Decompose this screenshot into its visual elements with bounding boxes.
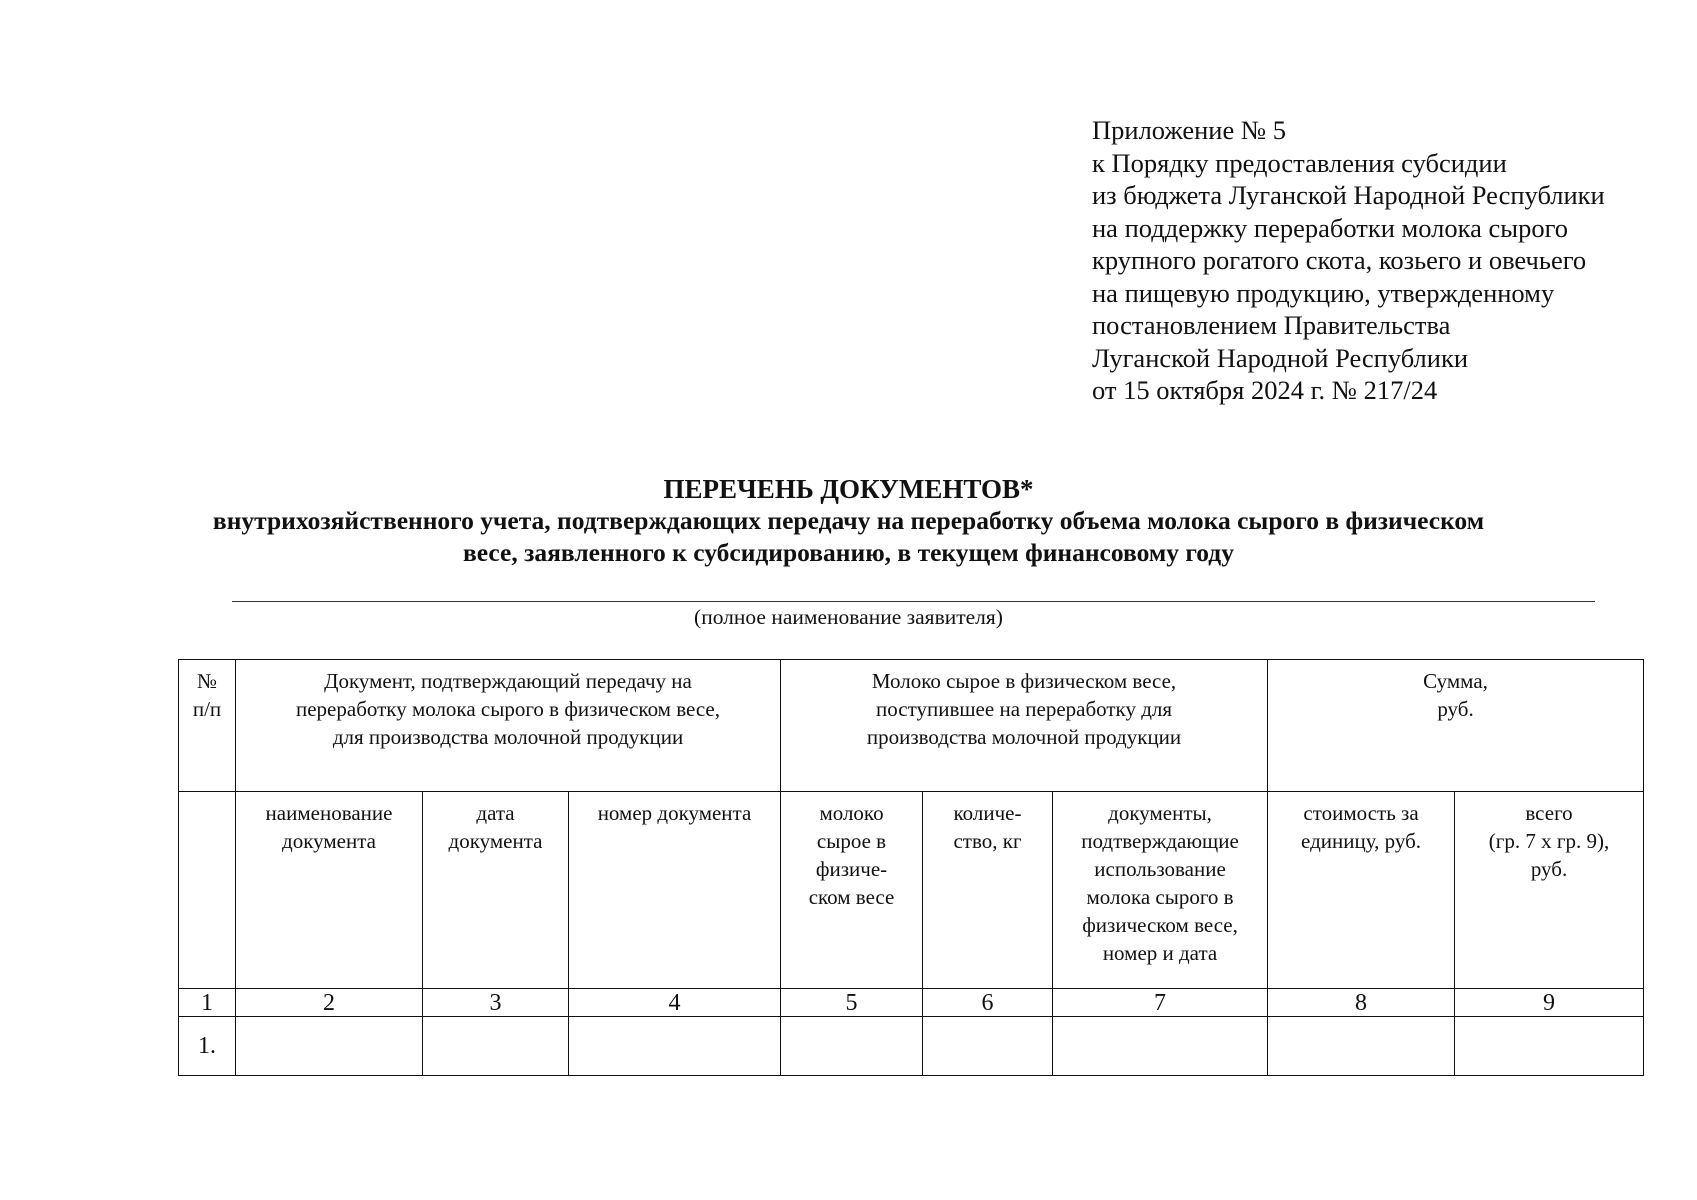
- column-number-row: [179, 989, 1644, 1017]
- table-cell: [569, 1017, 781, 1076]
- table-row: [179, 1017, 1644, 1076]
- header-text: номер и дата: [1102, 941, 1218, 965]
- header-text: номер документа: [597, 801, 752, 825]
- appendix-line: крупного рогатого скота, козьего и овечьего: [1092, 245, 1587, 275]
- header-text: для производства молочной продукции: [332, 725, 684, 749]
- sub-header-doc-name: [236, 792, 423, 989]
- header-text: п/п: [192, 697, 222, 721]
- header-text: стоимость за: [1303, 801, 1419, 825]
- table-cell: [923, 1017, 1053, 1076]
- header-document: [236, 660, 781, 792]
- header-text: (гр. 7 х гр. 9),: [1488, 829, 1610, 853]
- applicant-caption: (полное наименование заявителя): [694, 605, 1003, 629]
- header-text: руб.: [1437, 697, 1474, 721]
- header-text: количе-: [953, 801, 1022, 825]
- header-text: молоко: [819, 801, 884, 825]
- column-number: 6: [923, 989, 1053, 1017]
- sub-header-total: [1455, 792, 1644, 989]
- header-text: наименование: [265, 801, 393, 825]
- header-text: подтверждающие: [1081, 829, 1239, 853]
- header-text: ство, кг: [953, 829, 1022, 853]
- header-text: руб.: [1530, 857, 1568, 881]
- header-text: сырое в: [816, 829, 887, 853]
- header-milk: [781, 660, 1268, 792]
- sub-header-milk-raw: [781, 792, 923, 989]
- header-num: [179, 660, 236, 792]
- appendix-line: Луганской Народной Республики: [1092, 342, 1469, 373]
- column-number: 9: [1455, 989, 1644, 1017]
- appendix-line: постановлением Правительства: [1092, 310, 1451, 340]
- column-number: 7: [1053, 989, 1268, 1017]
- sub-header-unit-cost: [1268, 792, 1455, 989]
- header-text: поступившее на переработку для: [876, 697, 1173, 721]
- header-text: Сумма,: [1423, 669, 1488, 693]
- header-text: производства молочной продукции: [866, 725, 1182, 749]
- applicant-name-line: [232, 601, 1595, 602]
- header-text: всего: [1525, 801, 1573, 825]
- header-text: физическом весе,: [1082, 913, 1238, 937]
- column-number: 8: [1268, 989, 1455, 1017]
- column-number: 1: [179, 989, 236, 1017]
- header-text: Молоко сырое в физическом весе,: [871, 669, 1177, 693]
- document-subtitle-line-1: внутрихозяйственного учета, подтверждающих передачу на переработку объема молока сырого в физическом: [212, 506, 1485, 535]
- table-cell: [1455, 1017, 1644, 1076]
- appendix-line: от 15 октября 2024 г. № 217/24: [1092, 375, 1438, 405]
- sub-header-doc-number: [569, 792, 781, 989]
- appendix-line: на пищевую продукцию, утвержденному: [1092, 277, 1555, 308]
- sub-header-doc-date: [423, 792, 569, 989]
- header-text: документы,: [1108, 801, 1212, 825]
- header-text: документа: [282, 829, 376, 853]
- header-sum: [1268, 660, 1644, 792]
- table-cell: [423, 1017, 569, 1076]
- sub-header-quantity: [923, 792, 1053, 989]
- header-text: №: [196, 669, 218, 693]
- appendix-block: [1092, 114, 1605, 407]
- document-title: ПЕРЕЧЕНЬ ДОКУМЕНТОВ*: [663, 474, 1034, 504]
- sub-header-usage-docs: [1053, 792, 1268, 989]
- header-text: физиче-: [815, 857, 888, 881]
- group-header-row: [179, 660, 1644, 792]
- table-cell: [236, 1017, 423, 1076]
- appendix-line: к Порядку предоставления субсидии: [1092, 147, 1507, 178]
- appendix-line: Приложение № 5: [1092, 115, 1287, 145]
- table-cell: [781, 1017, 923, 1076]
- row-number: 1.: [179, 1017, 236, 1076]
- sub-header-empty: [179, 792, 236, 989]
- table-cell: [1268, 1017, 1455, 1076]
- table-cell: [1053, 1017, 1268, 1076]
- header-text: использование: [1094, 857, 1226, 881]
- header-text: переработку молока сырого в физическом весе,: [296, 697, 720, 721]
- header-text: молока сырого в: [1086, 885, 1234, 909]
- appendix-line: на поддержку переработки молока сырого: [1092, 212, 1569, 243]
- document-subtitle-line-2: весе, заявленного к субсидированию, в текущем финансовому году: [463, 538, 1234, 567]
- header-text: Документ, подтверждающий передачу на: [324, 669, 692, 693]
- appendix-line: из бюджета Луганской Народной Республики: [1092, 180, 1605, 210]
- column-number: 4: [569, 989, 781, 1017]
- column-number: 3: [423, 989, 569, 1017]
- header-text: документа: [448, 829, 543, 853]
- sub-header-row: [179, 792, 1644, 989]
- header-text: ском весе: [808, 885, 895, 909]
- documents-table: [178, 659, 1644, 1076]
- column-number: 2: [236, 989, 423, 1017]
- header-text: единицу, руб.: [1301, 829, 1422, 853]
- header-text: дата: [476, 801, 515, 825]
- column-number: 5: [781, 989, 923, 1017]
